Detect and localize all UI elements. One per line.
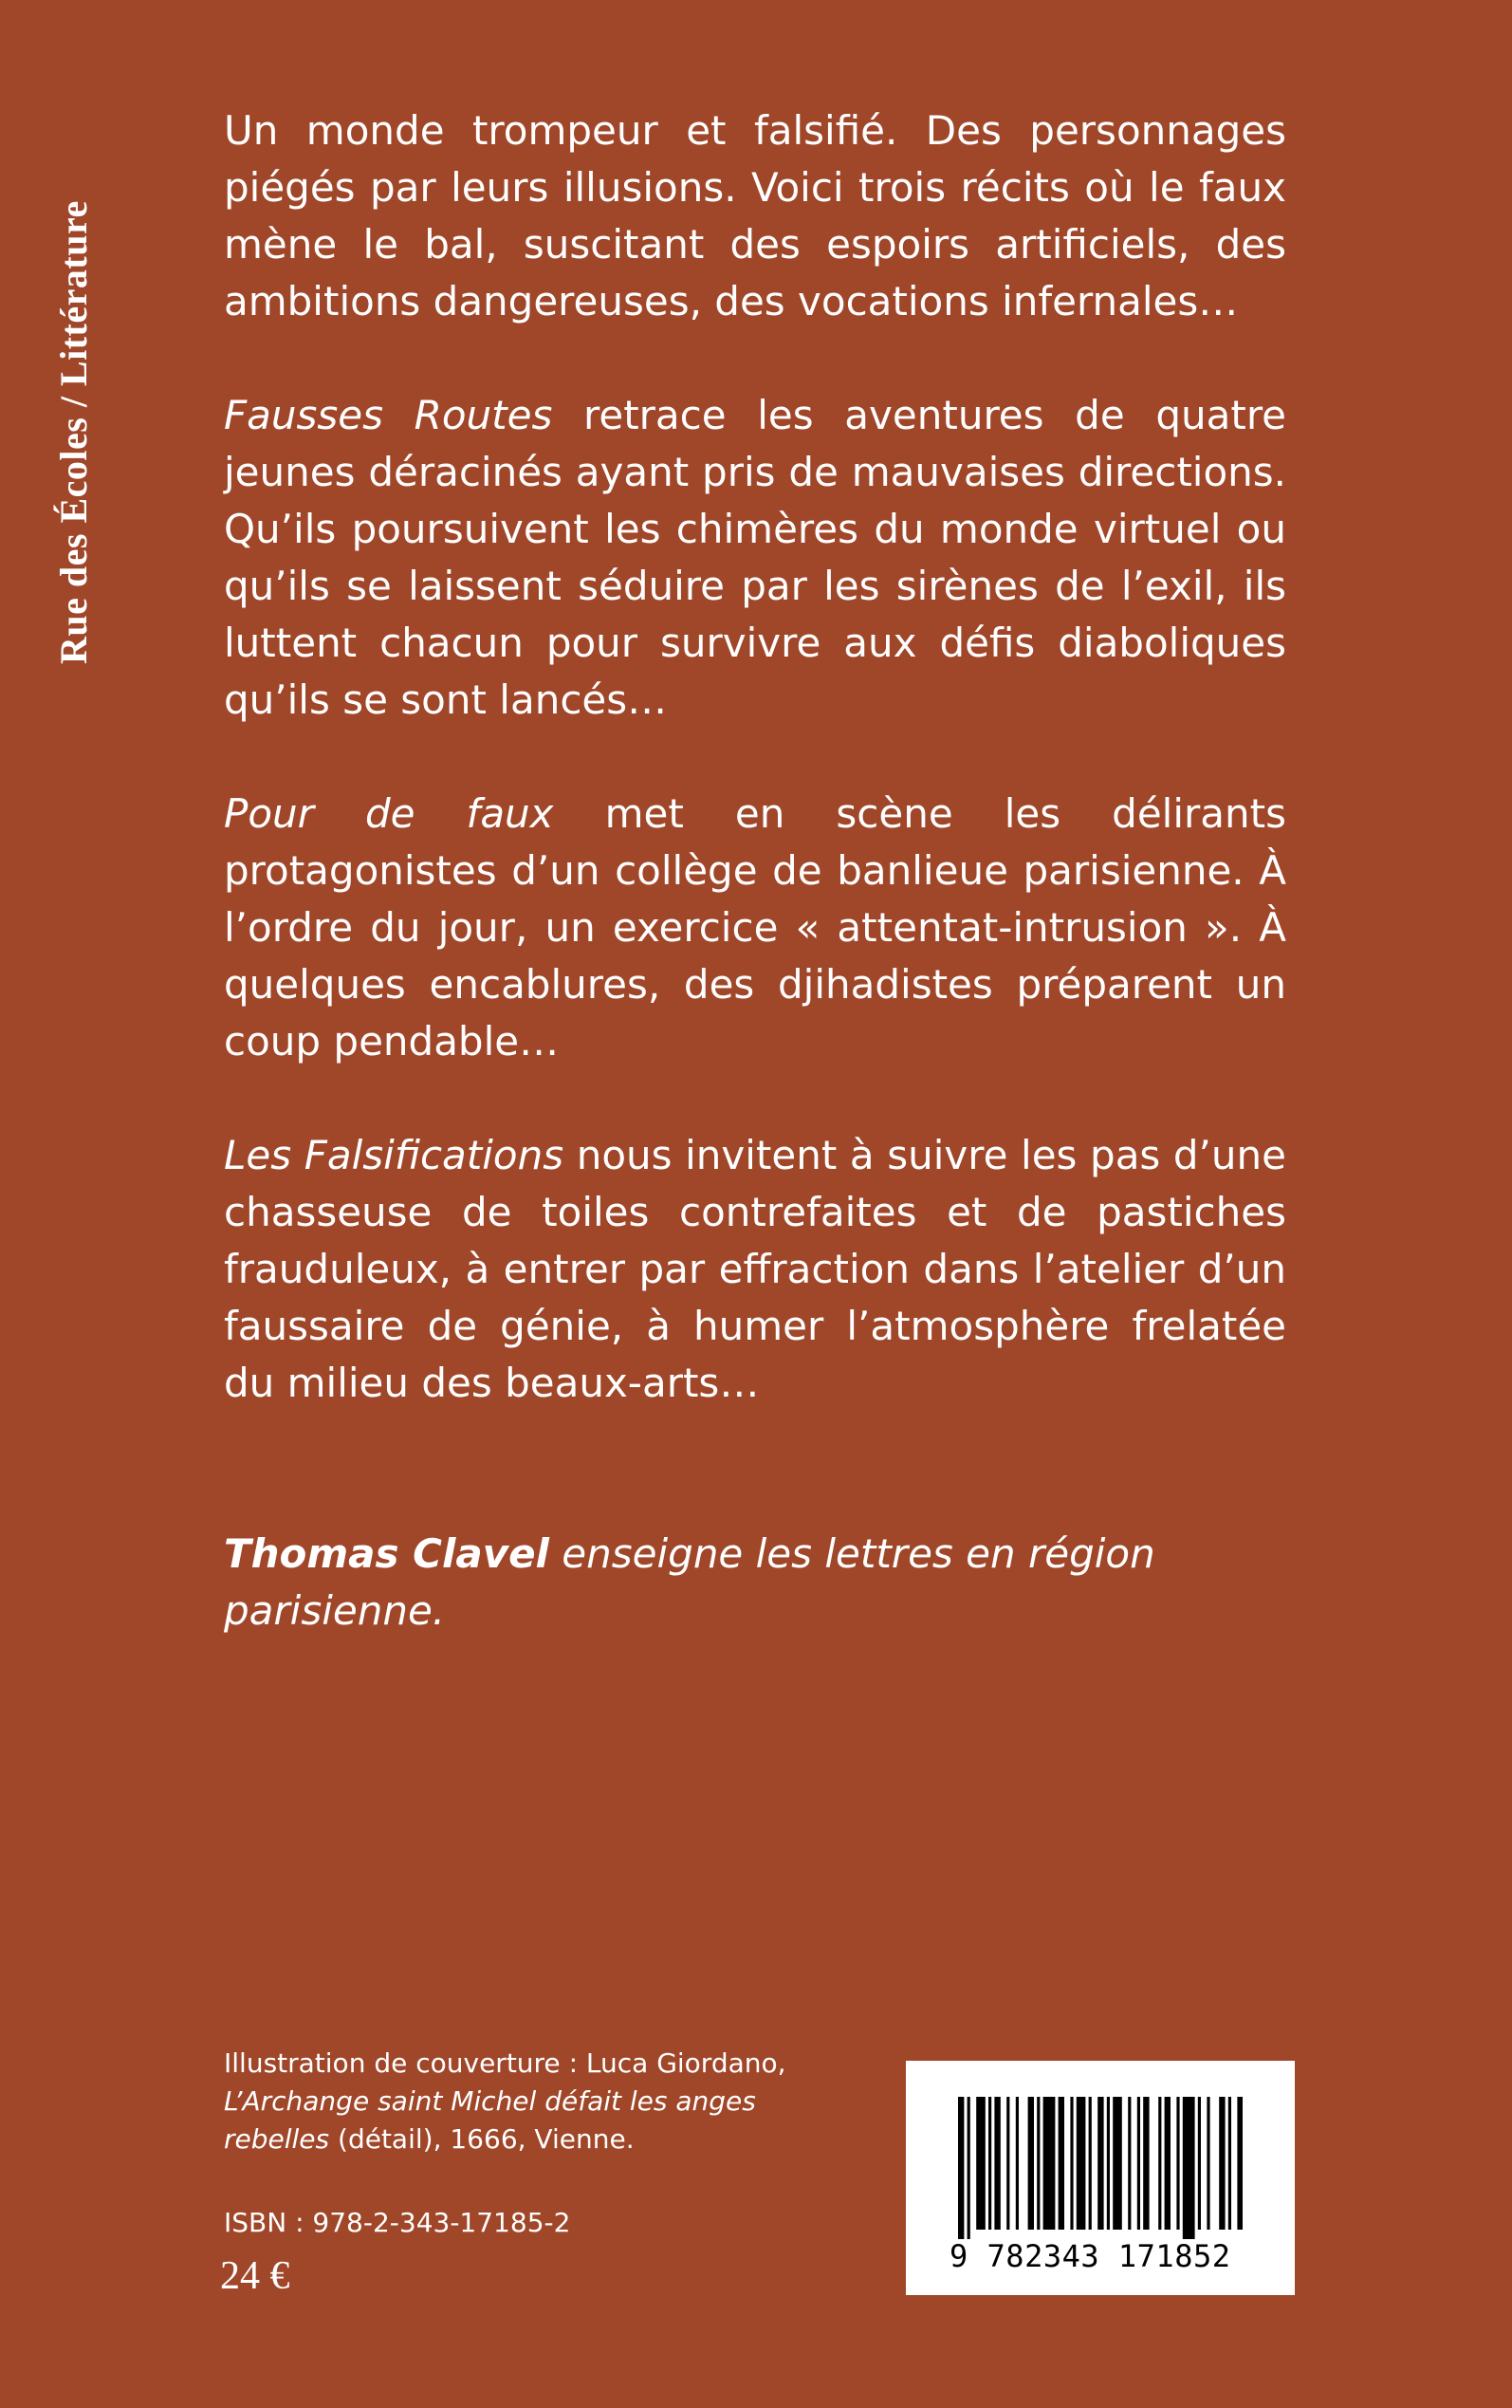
author-bio-text: enseigne les lettres en région parisienne. bbox=[224, 1530, 1155, 1634]
blurb-story-3 bbox=[224, 1127, 1286, 1412]
story-2-text: met en scène les délirants protagonistes d’un collège de banlieue parisienne. À l’ordre du jour, un exercice « attentat-intrusion ». À quelques encablures, des djihadistes préparent un coup pendable… bbox=[224, 790, 1286, 1065]
blurb-intro: Un monde trompeur et falsifié. Des personnages piégés par leurs illusions. Voici trois récits où le faux mène le bal, suscitant des espoirs artificiels, des ambitions dangereuses, des vocations infernales… bbox=[224, 107, 1286, 324]
barcode-bar bbox=[1097, 2097, 1103, 2230]
barcode-bar bbox=[1237, 2097, 1243, 2230]
barcode-bars-icon bbox=[958, 2097, 1243, 2239]
barcode-bar bbox=[1183, 2097, 1195, 2239]
barcode-bar bbox=[1028, 2097, 1034, 2230]
author-bio bbox=[224, 1526, 1286, 1639]
barcode-bar bbox=[994, 2097, 1000, 2230]
barcode-bar bbox=[1176, 2097, 1179, 2230]
barcode-bar bbox=[1037, 2097, 1040, 2230]
barcode-bar bbox=[1113, 2097, 1122, 2230]
barcode-bar bbox=[988, 2097, 991, 2230]
blurb-story-2 bbox=[224, 786, 1286, 1070]
story-3-title: Les Falsifications bbox=[224, 1132, 564, 1178]
barcode-bar bbox=[958, 2097, 964, 2239]
barcode-bar bbox=[1143, 2097, 1149, 2230]
story-1-text: retrace les aventures de quatre jeunes déracinés ayant pris de mauvaises directions. Qu’ils poursuivent les chimères du monde virtuel ou qu’ils se laissent séduire par les sirènes de l’exil, ils luttent chacun pour survivre aux défis diaboliques qu’ils se sont lancés… bbox=[224, 392, 1287, 723]
barcode-bar bbox=[976, 2097, 986, 2230]
barcode bbox=[906, 2061, 1295, 2295]
barcode-digits: 9 782343 171852 bbox=[950, 2238, 1231, 2274]
barcode-bar bbox=[1070, 2097, 1073, 2230]
story-1-title: Fausses Routes bbox=[224, 392, 553, 438]
story-2-title: Pour de faux bbox=[224, 790, 554, 837]
cover-illustration-credits bbox=[224, 2045, 831, 2158]
barcode-bar bbox=[1137, 2097, 1140, 2230]
barcode-bar bbox=[1158, 2097, 1161, 2230]
blurb-story-1 bbox=[224, 387, 1286, 729]
barcode-bar bbox=[968, 2097, 970, 2239]
author-name: Thomas Clavel bbox=[224, 1530, 549, 1577]
barcode-bar bbox=[1128, 2097, 1131, 2230]
spine-collection-label: Rue des Écoles / Littérature bbox=[52, 200, 95, 664]
credits-artwork-title: L’Archange saint Michel défait les anges rebelles bbox=[224, 2085, 756, 2155]
barcode-bar bbox=[1043, 2097, 1056, 2230]
credits-suffix: (détail), 1666, Vienne. bbox=[329, 2123, 635, 2155]
barcode-bar bbox=[1165, 2097, 1171, 2230]
back-cover-blurb bbox=[224, 102, 1286, 1696]
barcode-bar bbox=[1107, 2097, 1110, 2230]
barcode-bar bbox=[1016, 2097, 1019, 2230]
barcode-bar bbox=[1198, 2097, 1201, 2230]
barcode-bar bbox=[1207, 2097, 1209, 2230]
barcode-bar bbox=[1228, 2097, 1231, 2230]
barcode-bar bbox=[1006, 2097, 1009, 2230]
price: 24 € bbox=[220, 2254, 290, 2298]
story-3-text: nous invitent à suivre les pas d’une chasseuse de toiles contrefaites et de pastiches frauduleux, à entrer par effraction dans l’atelier d’un faussaire de génie, à humer l’atmosphère frelatée du milieu des beaux-arts… bbox=[224, 1132, 1286, 1406]
barcode-bar bbox=[1059, 2097, 1064, 2230]
barcode-bar bbox=[1219, 2097, 1225, 2230]
credits-prefix: Illustration de couverture : Luca Giordano, bbox=[224, 2047, 786, 2079]
barcode-bar bbox=[1077, 2097, 1086, 2230]
isbn: ISBN : 978-2-343-17185-2 bbox=[224, 2207, 571, 2238]
barcode-bar bbox=[1089, 2097, 1092, 2230]
